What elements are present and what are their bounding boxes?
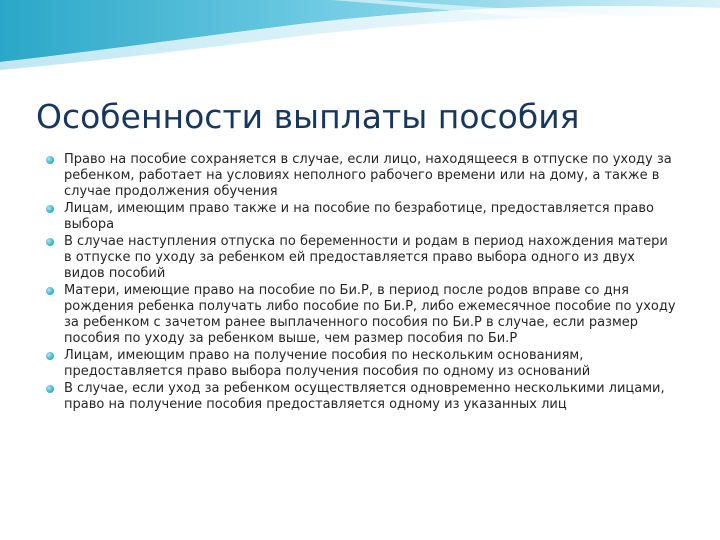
bullet-icon — [46, 287, 54, 295]
bullet-text: Матери, имеющие право на пособие по Би.Р, в период после родов вправе со дня рождения ребенка получать либо пособие по Би.Р, либо ежемесячное пособие по уходу за ребенком с зачетом ранее выплаченного пособия по Би.Р в случае, если размер пособия по уходу за ребенком выше, чем размер пособия по Би.Р — [64, 283, 676, 346]
bullet-text: В случае наступления отпуска по беременности и родам в период нахождения матери в отпуске по уходу за ребенком ей предоставляется право выбора одного из двух видов пособий — [64, 234, 668, 281]
bullet-item — [46, 234, 676, 282]
bullet-text: Право на пособие сохраняется в случае, если лицо, находящееся в отпуске по уходу за ребенком, работает на условиях неполного рабочего времени или на дому, а также в случае продолжения обучения — [64, 152, 672, 199]
slide-title: Особенности выплаты пособия — [36, 97, 580, 136]
bullet-icon — [46, 156, 54, 164]
bullet-item — [46, 348, 676, 380]
bullet-text: Лицам, имеющим право на получение пособия по нескольким основаниям, предоставляется право выбора получения пособия по одному из оснований — [64, 348, 591, 379]
bullet-item — [46, 152, 676, 200]
bullet-text: В случае, если уход за ребенком осуществляется одновременно несколькими лицами, право на получение пособия предоставляется одному из указанных лиц — [64, 381, 665, 412]
bullet-item — [46, 201, 676, 233]
bullet-text: Лицам, имеющим право также и на пособие по безработице, предоставляется право выбора — [64, 201, 654, 232]
bullet-icon — [46, 385, 54, 393]
bullet-list — [46, 152, 676, 414]
bullet-icon — [46, 238, 54, 246]
bullet-icon — [46, 205, 54, 213]
bullet-item — [46, 283, 676, 347]
bullet-icon — [46, 352, 54, 360]
header-wave-decoration — [0, 0, 720, 80]
bullet-item — [46, 381, 676, 413]
